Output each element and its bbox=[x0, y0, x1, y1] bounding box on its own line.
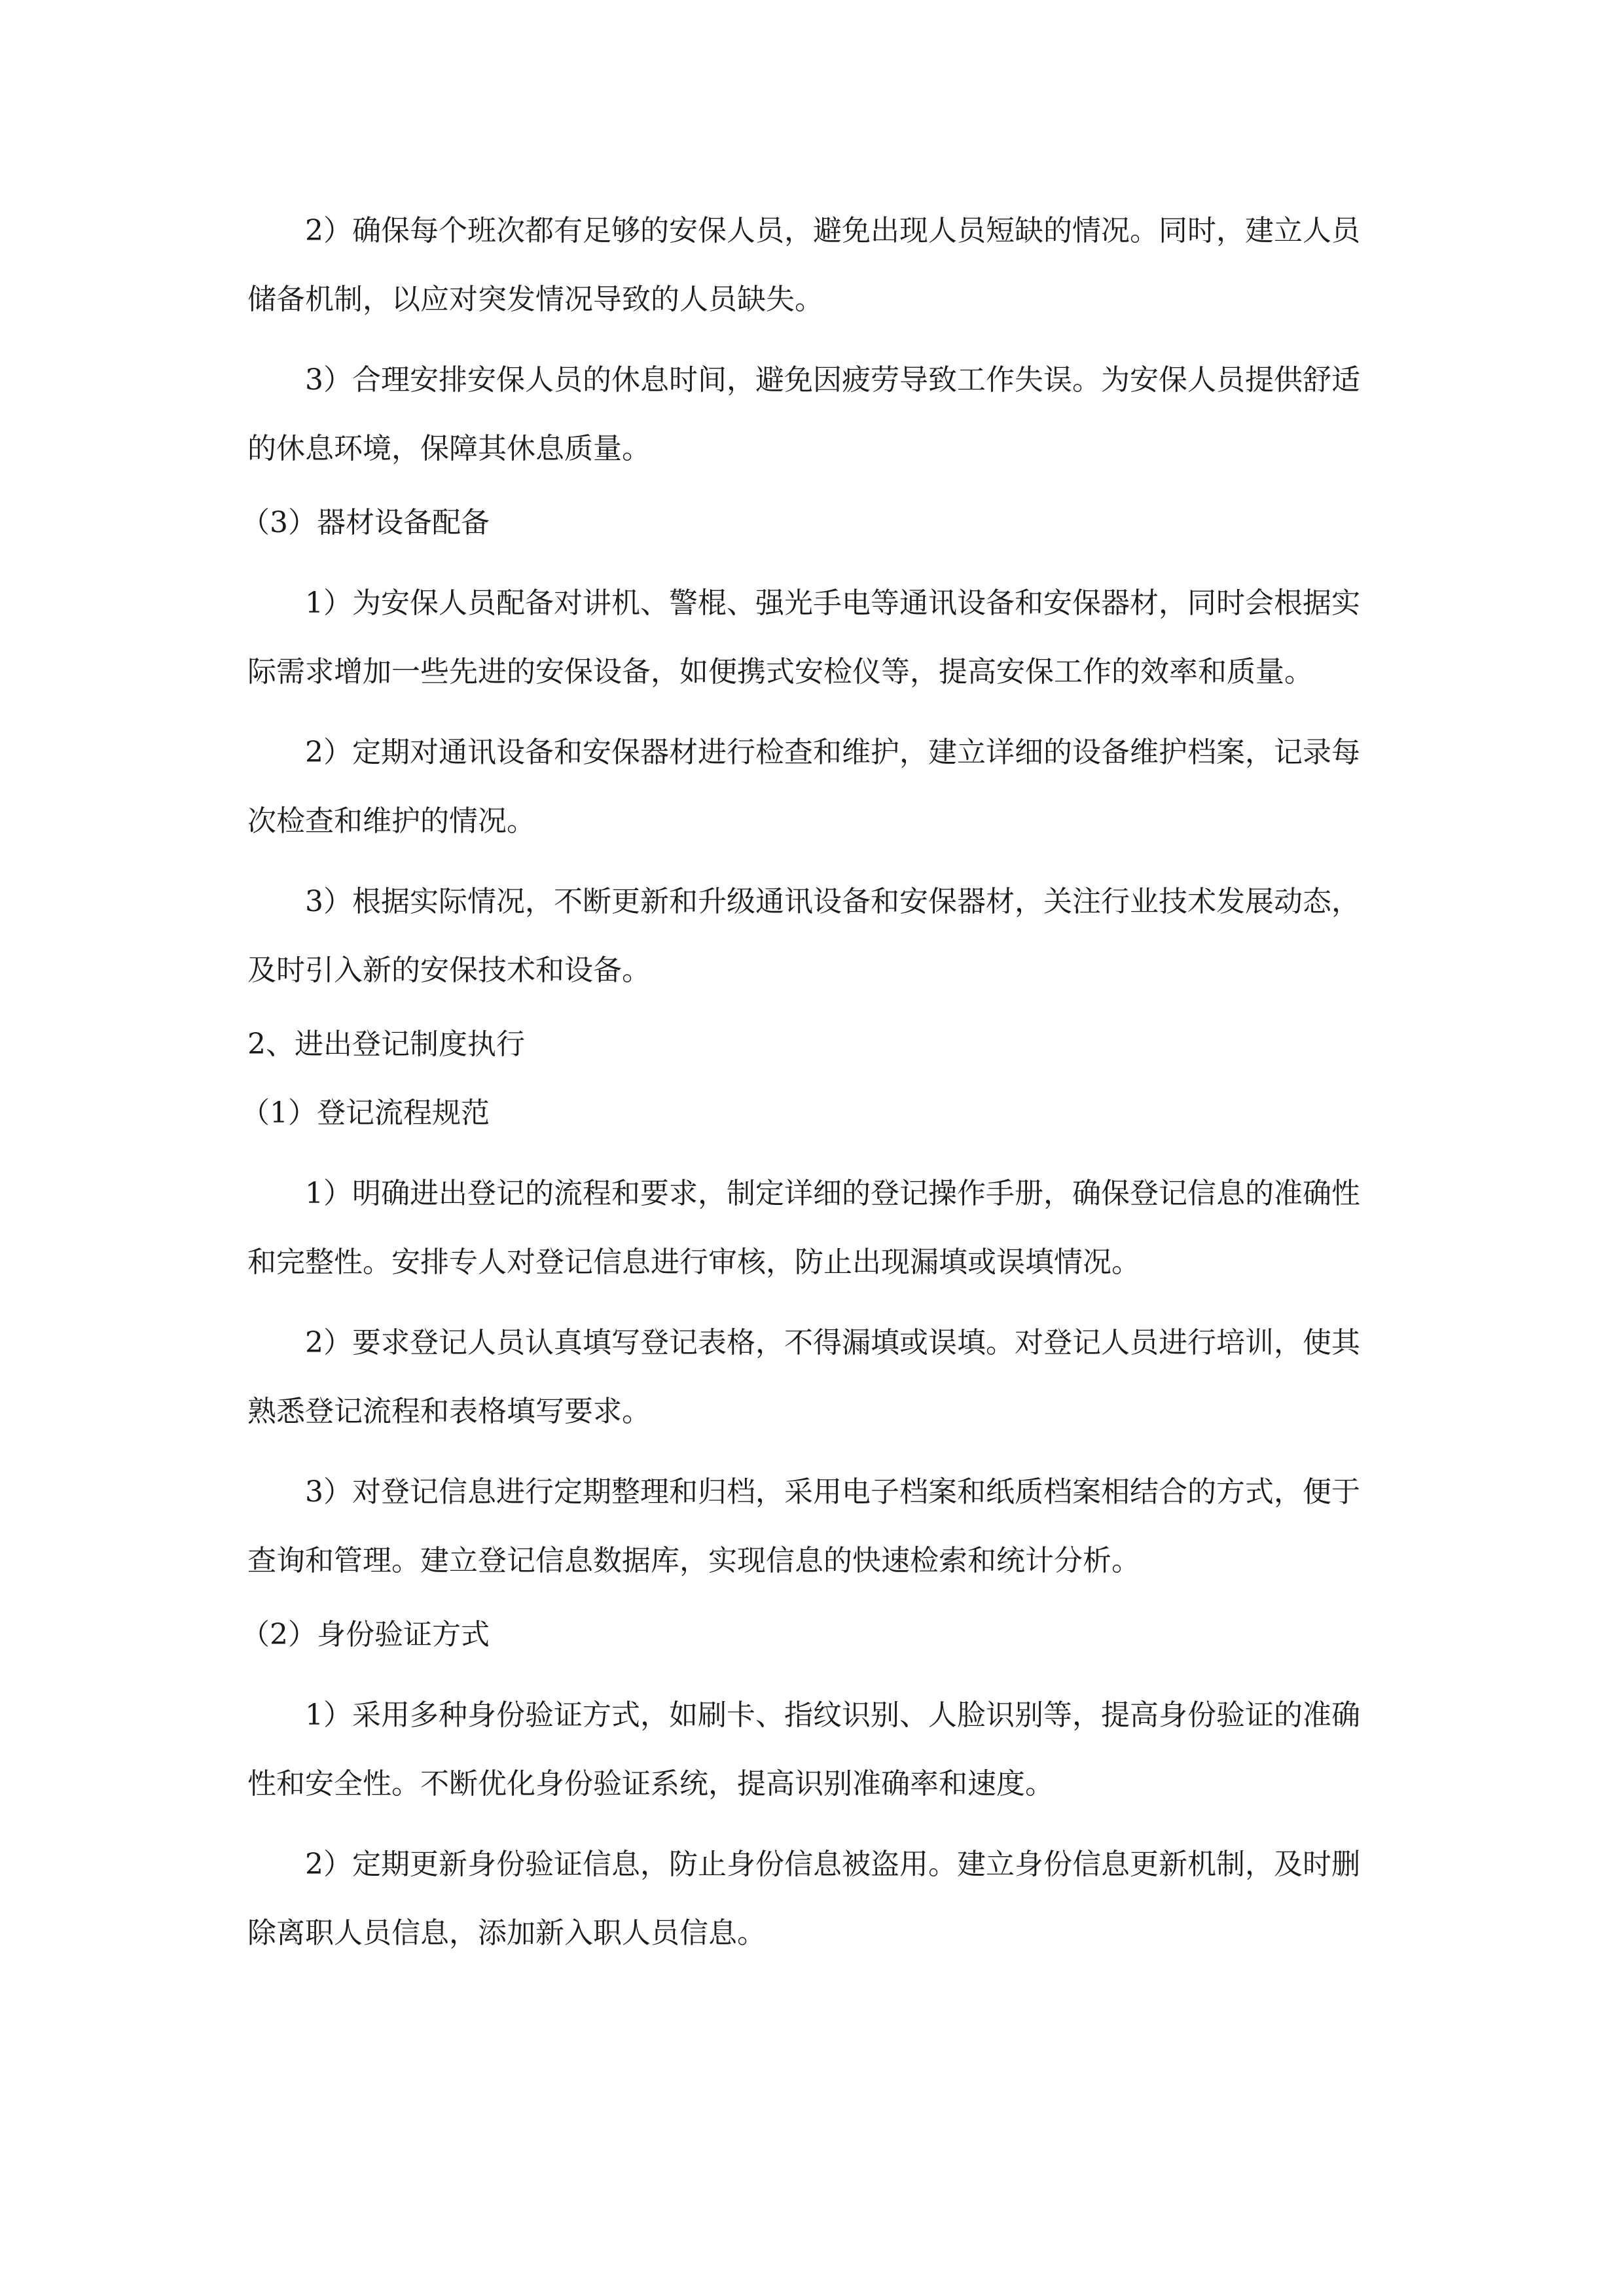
heading-registration-process: （1）登记流程规范 bbox=[241, 1096, 490, 1130]
paragraph-registration-rules: 1）明确进出登记的流程和要求，制定详细的登记操作手册，确保登记信息的准确性和完整性。安排专人对登记信息进行审核，防止出现漏填或误填情况。 bbox=[247, 1177, 1360, 1279]
paragraph-staff-per-shift: 2）确保每个班次都有足够的安保人员，避免出现人员短缺的情况。同时，建立人员储备机制，以应对突发情况导致的人员缺失。 bbox=[247, 214, 1360, 316]
paragraph-identity-update: 2）定期更新身份验证信息，防止身份信息被盗用。建立身份信息更新机制，及时删除离职人员信息，添加新入职人员信息。 bbox=[247, 1848, 1360, 1950]
paragraph-rest-schedule: 3）合理安排安保人员的休息时间，避免因疲劳导致工作失误。为安保人员提供舒适的休息环境，保障其休息质量。 bbox=[247, 363, 1360, 465]
paragraph-registration-forms: 2）要求登记人员认真填写登记表格，不得漏填或误填。对登记人员进行培训，使其熟悉登记流程和表格填写要求。 bbox=[247, 1326, 1360, 1428]
paragraph-equip-upgrade: 3）根据实际情况，不断更新和升级通讯设备和安保器材，关注行业技术发展动态，及时引入新的安保技术和设备。 bbox=[247, 885, 1360, 987]
heading-equipment: （3）器材设备配备 bbox=[241, 506, 490, 539]
document-body bbox=[241, 196, 1386, 1967]
heading-identity-verification: （2）身份验证方式 bbox=[241, 1618, 490, 1651]
paragraph-identity-methods: 1）采用多种身份验证方式，如刷卡、指纹识别、人脸识别等，提高身份验证的准确性和安全性。不断优化身份验证系统，提高识别准确率和速度。 bbox=[247, 1698, 1360, 1801]
paragraph-equip-provision: 1）为安保人员配备对讲机、警棍、强光手电等通讯设备和安保器材，同时会根据实际需求增加一些先进的安保设备，如便携式安检仪等，提高安保工作的效率和质量。 bbox=[247, 586, 1360, 689]
heading-section-2: 2、进出登记制度执行 bbox=[247, 1028, 525, 1061]
paragraph-registration-archive: 3）对登记信息进行定期整理和归档，采用电子档案和纸质档案相结合的方式，便于查询和管理。建立登记信息数据库，实现信息的快速检索和统计分析。 bbox=[247, 1475, 1360, 1577]
paragraph-equip-maintenance: 2）定期对通讯设备和安保器材进行检查和维护，建立详细的设备维护档案，记录每次检查和维护的情况。 bbox=[247, 736, 1360, 838]
